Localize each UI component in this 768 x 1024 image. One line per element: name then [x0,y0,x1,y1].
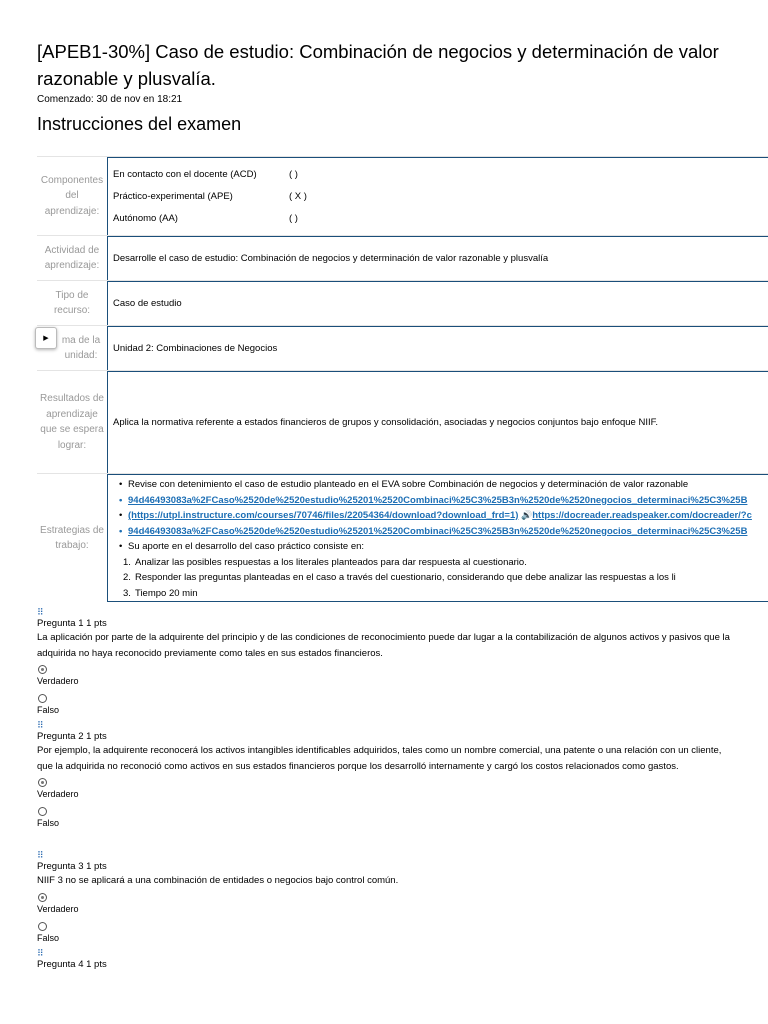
option-label: Verdadero [37,903,79,914]
question-text: La aplicación por parte de la adquirente del principio y de las condiciones de reconocimiento puede dar lugar a la contabilización de algunos activos y pasivos que la adquirida no haya reconocido previamente como tales en sus estados financieros. [37,632,730,659]
question-header: Pregunta 1 1 pts [37,618,107,629]
table-row [37,235,768,280]
drag-handle-icon[interactable]: ⠿ [37,607,44,617]
row-label: Actividad de aprendizaje: [44,244,100,271]
radio-falso[interactable] [38,694,47,703]
row-value: Caso de estudio [107,281,768,325]
download-link[interactable]: (https://utpl.instructure.com/courses/70746/files/22054364/download?download_frd=1) [128,510,519,521]
case-file-link[interactable]: • 94d46493083a%2FCaso%2520de%2520estudio%25201%2520Combinaci%25C3%25B3n%2520de%2520negocios_determinaci%25C3%25B [113,493,768,509]
radio-verdadero[interactable] [38,893,47,902]
step-item: 1. Analizar las posibles respuestas a los literales planteados para dar respuesta al cuestionario. [123,556,527,568]
table-row [37,280,768,325]
expand-toggle-button[interactable] [35,327,57,349]
row-value: Aplica la normativa referente a estados financieros de grupos y consolidación, asociadas y negocios conjuntos bajo enfoque NIIF. [107,371,768,473]
table-row [37,370,768,473]
question-header: Pregunta 4 1 pts [37,959,107,970]
row-value [107,474,768,602]
strategy-bullet: • Su aporte en el desarrollo del caso práctico consiste en: [113,539,768,555]
play-icon: ▶ [43,335,49,342]
row-label: Componentes del aprendizaje: [40,174,104,217]
question-text: NIIF 3 no se aplicará a una combinación de entidades o negocios bajo control común. [37,875,399,886]
step-item: 3. Tiempo 20 min [123,587,198,599]
strategy-bullet: • Revise con detenimiento el caso de estudio planteado en el EVA sobre Combinación de negocios y determinación de valor razonable [113,477,768,493]
question-4 [37,948,737,971]
drag-handle-icon[interactable]: ⠿ [37,948,44,958]
readspeaker-icon[interactable]: 🔊 [521,510,533,520]
row-value: Desarrolle el caso de estudio: Combinación de negocios y determinación de valor razonable y plusvalía [107,236,768,280]
option-label: Verdadero [37,676,79,686]
step-item: 2. Responder las preguntas planteadas en el caso a través del cuestionario, considerando que debe analizar las respuestas a los li [123,572,676,583]
radio-verdadero[interactable] [38,665,47,674]
question-1 [37,607,737,716]
question-header: Pregunta 2 1 pts [37,731,107,742]
radio-verdadero[interactable] [38,778,47,787]
row-value: Unidad 2: Combinaciones de Negocios [107,326,768,370]
row-value [107,157,768,235]
component-item: Autónomo (AA) ( ) [113,212,298,224]
radio-falso[interactable] [38,922,47,931]
drag-handle-icon[interactable]: ⠿ [37,850,44,860]
readspeaker-link[interactable]: https://docreader.readspeaker.com/docreader/?c [532,510,752,521]
option-label: Falso [37,932,60,943]
question-header: Pregunta 3 1 pts [37,861,107,872]
row-label: Resultados de aprendizaje que se espera lograr: [40,393,104,451]
link-line [113,508,768,524]
question-3 [37,850,737,944]
exam-title: [APEB1-30%] Caso de estudio: Combinación de negocios y determinación de valor razonable y plusvalía. [37,41,719,89]
drag-handle-icon[interactable]: ⠿ [37,720,44,730]
case-file-link[interactable]: • 94d46493083a%2FCaso%2520de%2520estudio%25201%2520Combinaci%25C3%25B3n%2520de%2520negocios_determinaci%25C3%25B [113,524,768,540]
table-row [37,325,768,370]
question-text: Por ejemplo, la adquirente reconocerá los activos intangibles identificables adquiridos, tales como un nombre comercial, una patente o una relación con un cliente, que la adquirida no reconoció como activos en sus estados financieros porque los desarrolló internamente y cargó los costos relacionados como gastos. [37,745,722,772]
row-label: Estrategias de trabajo: [40,524,104,551]
instructions-heading: Instrucciones del examen [37,114,242,134]
row-label: ma de la unidad: [61,334,101,361]
option-label: Falso [37,705,60,715]
table-row [37,473,768,602]
radio-falso[interactable] [38,807,47,816]
instructions-table [37,156,768,602]
component-item: Práctico-experimental (APE) ( X ) [113,190,307,202]
started-timestamp: Comenzado: 30 de nov en 18:21 [37,94,183,105]
option-label: Falso [37,818,60,828]
question-2 [37,720,737,829]
table-row [37,156,768,235]
option-label: Verdadero [37,789,79,799]
row-label: Tipo de recurso: [53,289,91,316]
component-item: En contacto con el docente (ACD) ( ) [113,168,298,180]
